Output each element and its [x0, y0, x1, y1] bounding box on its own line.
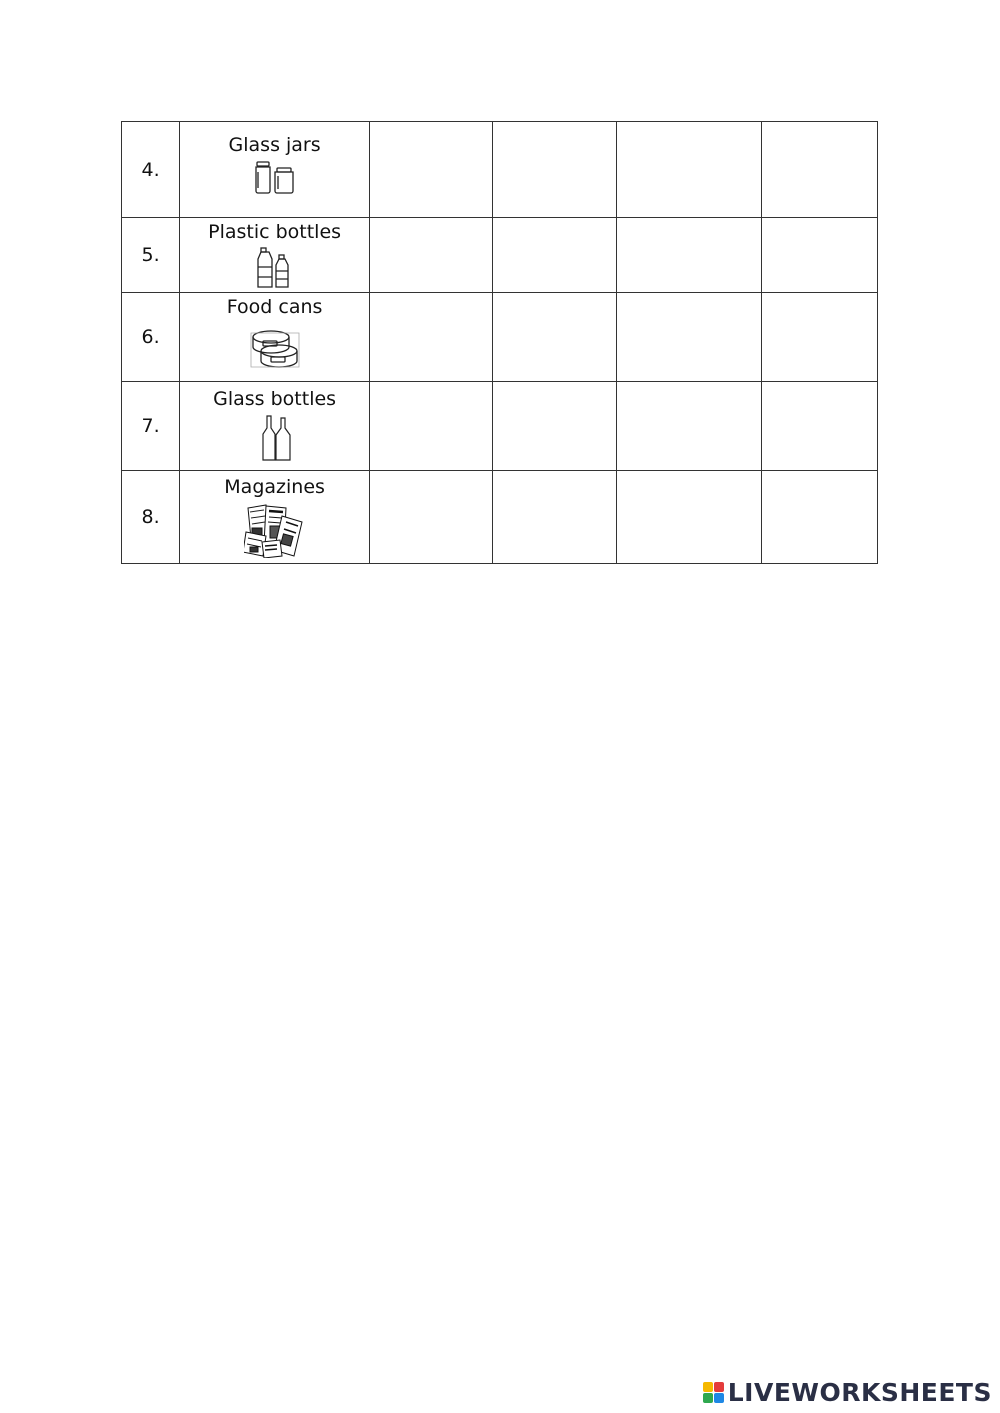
answer-cell[interactable]	[616, 471, 761, 564]
logo-square	[714, 1393, 724, 1403]
answer-cell[interactable]	[369, 122, 492, 218]
item-label: Glass jars	[228, 134, 321, 156]
item-cell	[180, 293, 370, 382]
item-label: Glass bottles	[213, 388, 337, 410]
answer-cell[interactable]	[369, 471, 492, 564]
item-label: Plastic bottles	[208, 221, 342, 243]
logo-square	[703, 1382, 713, 1392]
row-number: 8.	[122, 471, 180, 564]
answer-cell[interactable]	[493, 122, 616, 218]
plastic-bottles-icon	[255, 247, 295, 289]
item-cell	[180, 382, 370, 471]
row-number: 5.	[122, 218, 180, 293]
row-number: 6.	[122, 293, 180, 382]
answer-cell[interactable]	[493, 382, 616, 471]
row-number: 4.	[122, 122, 180, 218]
table-row	[122, 471, 878, 564]
logo-squares-icon	[703, 1382, 724, 1403]
logo-square	[703, 1393, 713, 1403]
table-row	[122, 293, 878, 382]
table-row	[122, 382, 878, 471]
answer-cell[interactable]	[761, 382, 878, 471]
item-cell	[180, 471, 370, 564]
table-row	[122, 122, 878, 218]
answer-cell[interactable]	[616, 218, 761, 293]
item-label: Food cans	[226, 296, 323, 318]
answer-cell[interactable]	[369, 293, 492, 382]
table-row	[122, 218, 878, 293]
answer-cell[interactable]	[493, 293, 616, 382]
answer-cell[interactable]	[369, 218, 492, 293]
item-label: Magazines	[224, 476, 325, 498]
answer-cell[interactable]	[616, 382, 761, 471]
answer-cell[interactable]	[616, 122, 761, 218]
answer-cell[interactable]	[761, 218, 878, 293]
answer-cell[interactable]	[493, 218, 616, 293]
logo-square	[714, 1382, 724, 1392]
answer-cell[interactable]	[493, 471, 616, 564]
answer-cell[interactable]	[761, 122, 878, 218]
answer-cell[interactable]	[761, 293, 878, 382]
item-cell	[180, 218, 370, 293]
magazines-icon	[244, 502, 306, 558]
liveworksheets-logo	[703, 1378, 992, 1407]
answer-cell[interactable]	[761, 471, 878, 564]
food-cans-icon	[249, 327, 301, 369]
glass-bottles-icon	[258, 414, 298, 462]
brand-name: LIVEWORKSHEETS	[727, 1378, 992, 1407]
answer-cell[interactable]	[369, 382, 492, 471]
answer-cell[interactable]	[616, 293, 761, 382]
glass-jars-icon	[251, 160, 299, 194]
recycling-table	[121, 121, 878, 564]
row-number: 7.	[122, 382, 180, 471]
item-cell	[180, 122, 370, 218]
